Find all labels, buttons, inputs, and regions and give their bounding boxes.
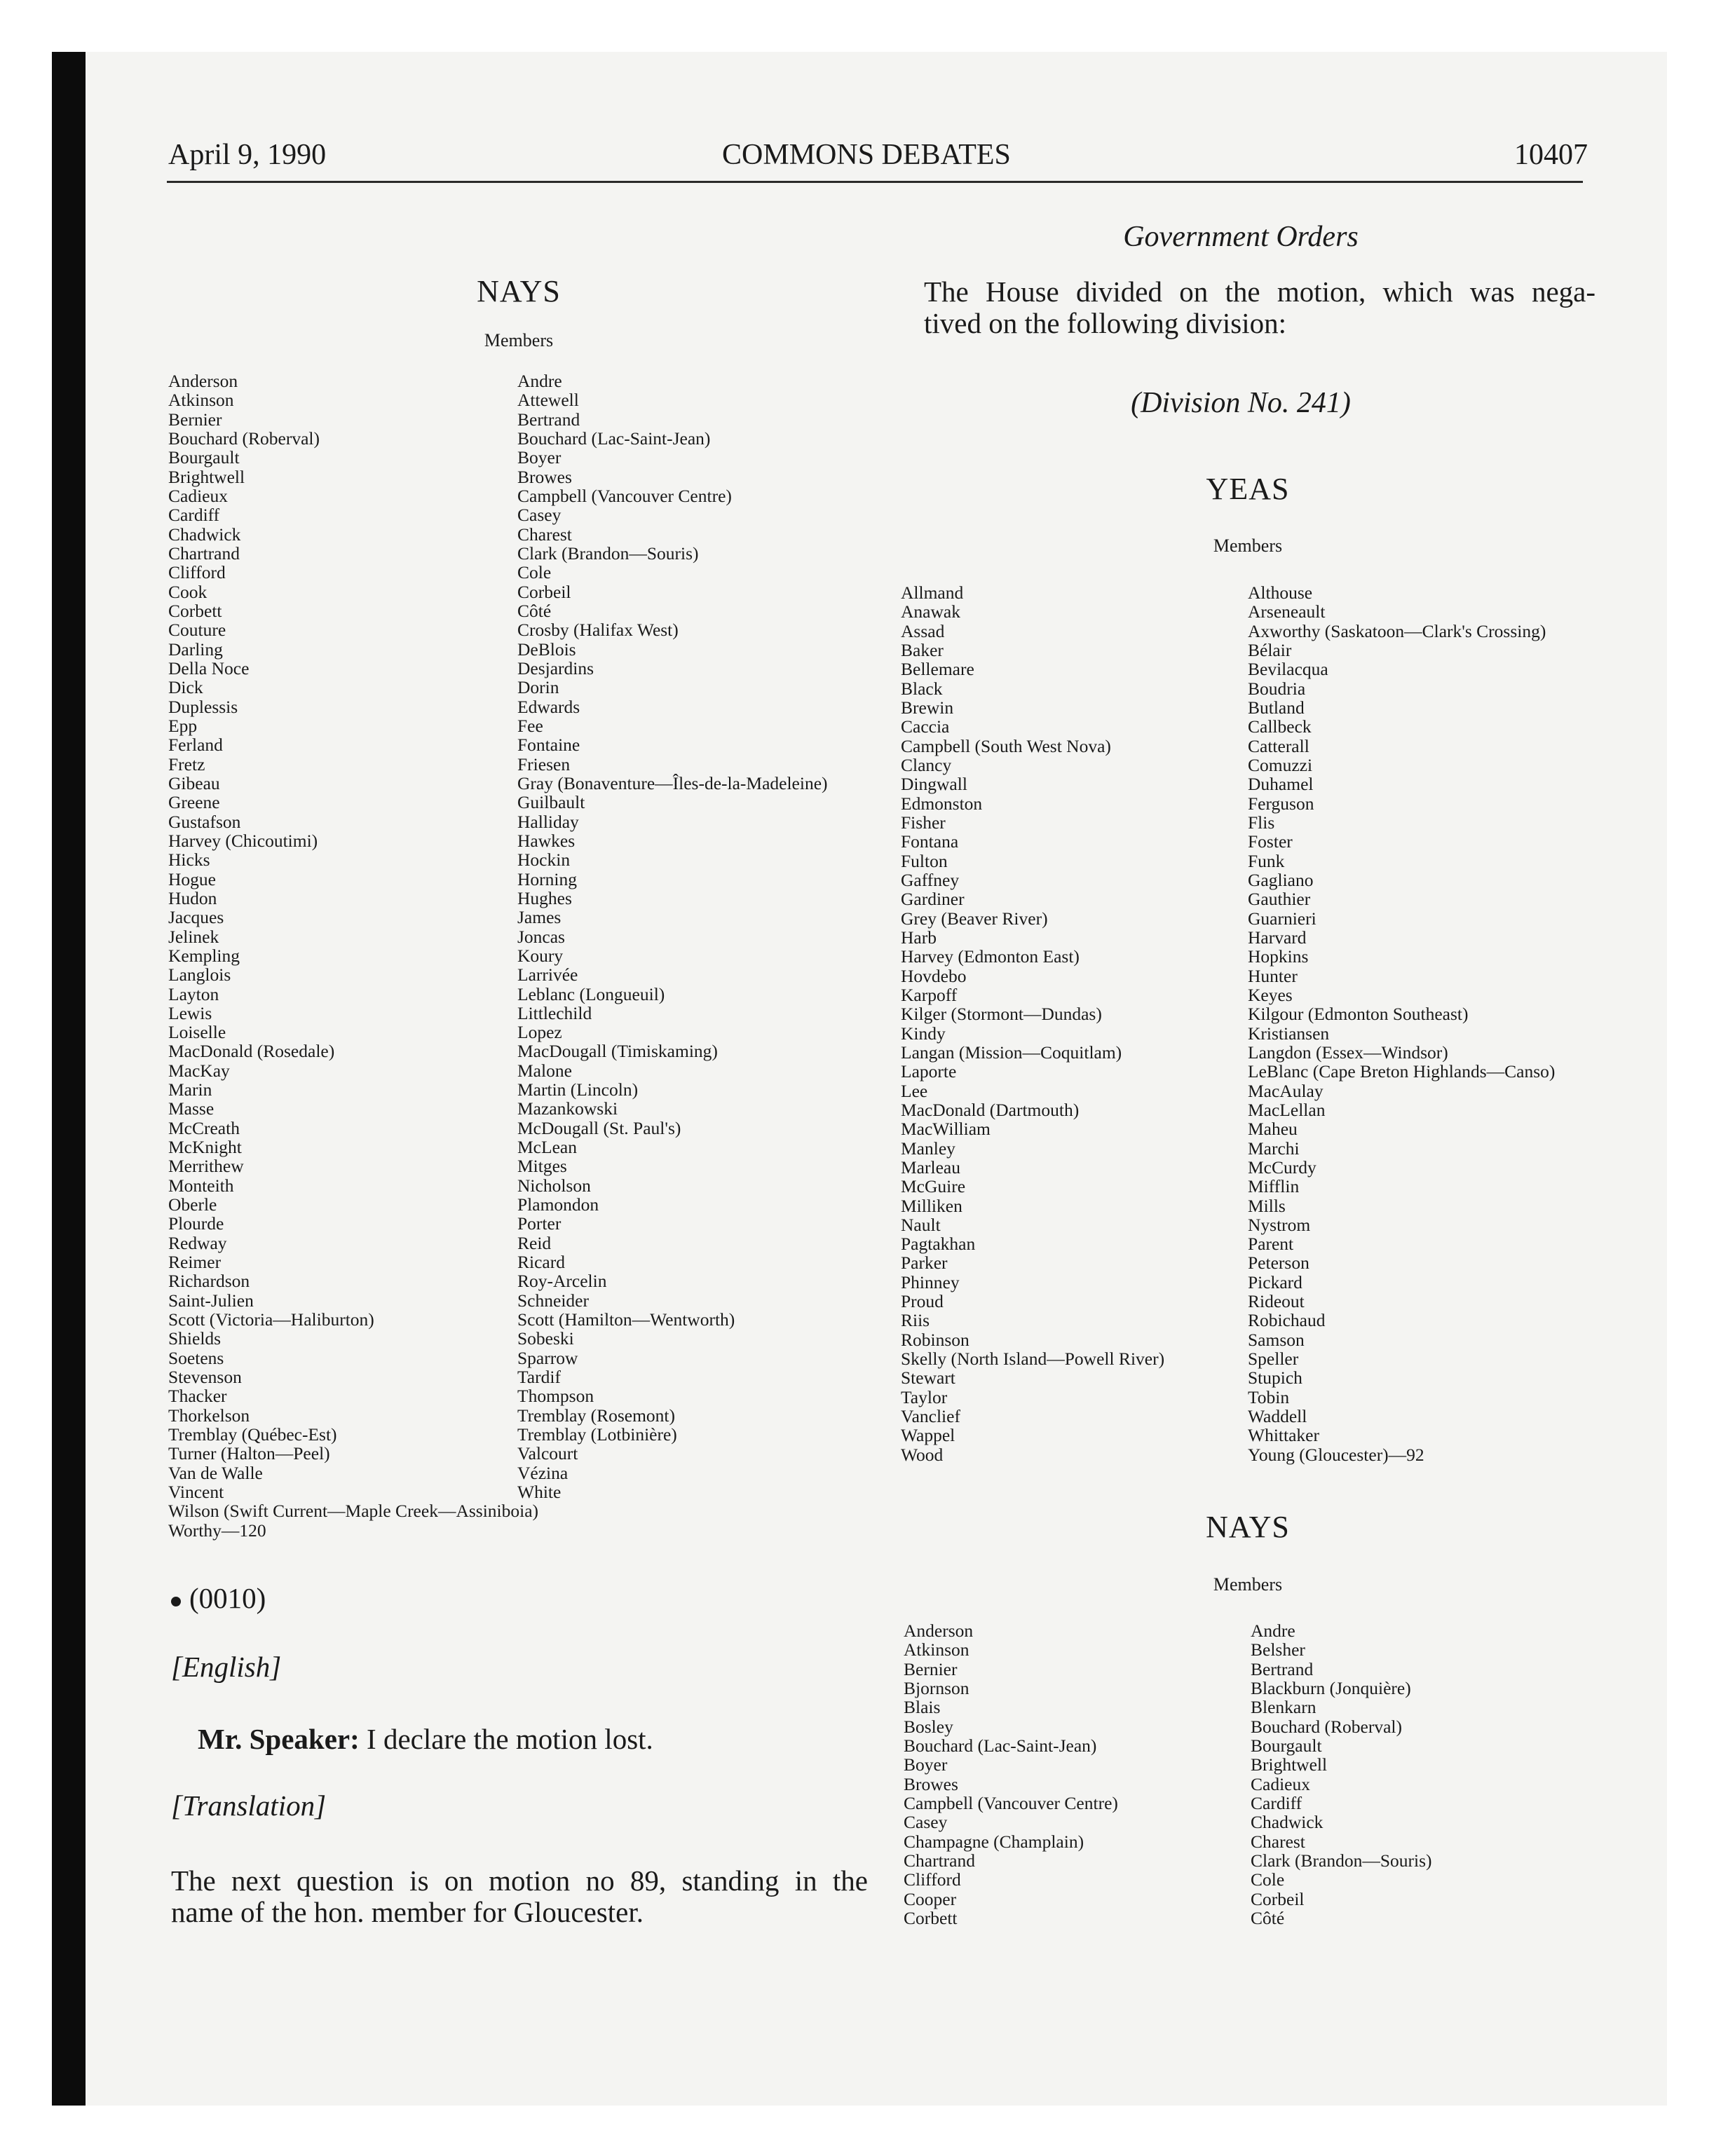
time-marker [171, 1581, 266, 1615]
member-name: Soetens [168, 1347, 224, 1368]
member-name: Bernier [168, 409, 222, 430]
member-name: Bouchard (Lac-Saint-Jean) [904, 1735, 1097, 1756]
member-name: Charest [517, 524, 572, 545]
right-nays-list-col2 [1251, 1621, 1432, 1928]
member-name: White [517, 1482, 562, 1503]
member-name: Champagne (Champlain) [904, 1831, 1084, 1852]
member-name: Darling [168, 639, 223, 660]
member-name: Scott (Hamilton—Wentworth) [517, 1309, 735, 1330]
member-name: Desjardins [517, 657, 594, 678]
member-name: Sparrow [517, 1347, 578, 1368]
member-name: Friesen [517, 753, 571, 775]
member-name: Edmonston [901, 793, 983, 814]
member-name: Campbell (Vancouver Centre) [517, 485, 732, 506]
time-marker-text: (0010) [189, 1582, 266, 1614]
member-name: Valcourt [517, 1443, 578, 1464]
member-name: Gauthier [1248, 889, 1311, 910]
member-name: Langlois [168, 964, 231, 985]
member-name: Samson [1248, 1329, 1305, 1350]
member-name: Thompson [517, 1386, 594, 1407]
member-name: Blackburn (Jonquière) [1251, 1677, 1411, 1698]
member-name: Stewart [901, 1367, 955, 1389]
member-name: Harvard [1248, 927, 1307, 948]
member-name: Redway [168, 1232, 227, 1253]
member-name: MacDonald (Dartmouth) [901, 1099, 1080, 1120]
member-name: Comuzzi [1248, 754, 1313, 775]
member-name: Andre [1251, 1621, 1295, 1641]
speaker-statement [198, 1722, 653, 1756]
header-page-number: 10407 [1514, 139, 1588, 171]
member-name: Lee [901, 1080, 928, 1101]
member-name: Hicks [168, 850, 210, 871]
member-name: Gustafson [168, 811, 241, 832]
member-name: Riis [901, 1310, 930, 1331]
member-name: Bélair [1248, 639, 1292, 660]
member-name: Bouchard (Roberval) [168, 428, 320, 449]
member-name: Bouchard (Roberval) [1251, 1716, 1402, 1737]
language-translation: [Translation] [171, 1789, 327, 1822]
binding-edge [52, 52, 86, 2106]
member-name: Cardiff [1251, 1792, 1302, 1813]
member-name: Cadieux [1251, 1773, 1310, 1794]
member-name: Langan (Mission—Coquitlam) [901, 1042, 1122, 1063]
member-name: Manley [901, 1138, 955, 1159]
member-name: Dingwall [901, 774, 967, 795]
member-name: Lewis [168, 1002, 212, 1023]
member-name: Milliken [901, 1195, 962, 1216]
member-name: Andre [517, 371, 562, 391]
member-name: Baker [901, 639, 944, 660]
member-name: Belsher [1251, 1639, 1305, 1660]
member-name: Hawkes [517, 830, 576, 851]
member-name: Robichaud [1248, 1310, 1326, 1331]
header-date: April 9, 1990 [168, 139, 327, 171]
member-name: MacKay [168, 1060, 230, 1081]
member-name: Guilbault [517, 792, 585, 813]
member-name: Lopez [517, 1022, 562, 1043]
member-name: Reimer [168, 1252, 222, 1273]
member-name: Phinney [901, 1271, 960, 1292]
member-name: Plamondon [517, 1194, 599, 1215]
member-name: Monteith [168, 1175, 234, 1196]
member-name: Cardiff [168, 505, 220, 526]
member-name: Bertrand [1251, 1658, 1314, 1679]
member-name: Peterson [1248, 1253, 1309, 1274]
member-name: Boyer [904, 1754, 948, 1775]
member-name: Tardif [517, 1367, 561, 1388]
member-name: Jelinek [168, 926, 219, 947]
member-name: Nystrom [1248, 1214, 1311, 1235]
member-name: Hughes [517, 887, 572, 908]
member-name: Clark (Brandon—Souris) [1251, 1850, 1432, 1871]
member-name: Bourgault [168, 447, 240, 468]
member-name: Bertrand [517, 409, 580, 430]
member-name: Cole [517, 562, 552, 583]
member-name: Pagtakhan [901, 1234, 976, 1255]
member-name: McCurdy [1248, 1157, 1316, 1178]
member-name: Mitges [517, 1156, 567, 1177]
member-name: Althouse [1248, 582, 1313, 603]
member-name: Mazankowski [517, 1098, 618, 1119]
member-name: Allmand [901, 582, 964, 603]
member-name: Chartrand [168, 543, 240, 564]
member-name: Corbett [168, 600, 222, 621]
member-name: Cole [1251, 1869, 1285, 1890]
speaker-name: Mr. Speaker: [198, 1723, 360, 1755]
member-name: Proud [901, 1291, 944, 1312]
member-name: McDougall (St. Paul's) [517, 1117, 681, 1138]
member-name: Layton [168, 983, 219, 1004]
member-name: Gaffney [901, 869, 960, 890]
member-name: Harvey (Edmonton East) [901, 946, 1080, 967]
member-name: Browes [904, 1773, 958, 1794]
member-name: Epp [168, 715, 198, 736]
member-name: Tremblay (Lotbinière) [517, 1424, 677, 1445]
member-name: Keyes [1248, 984, 1293, 1005]
member-name: Masse [168, 1098, 215, 1119]
header-publication: COMMONS DEBATES [722, 139, 1011, 171]
member-name: Taylor [901, 1386, 948, 1407]
member-name: Fontaine [517, 735, 580, 756]
member-name: Tremblay (Québec-Est) [168, 1424, 337, 1445]
member-name: Bevilacqua [1248, 659, 1328, 680]
member-name: Vézina [517, 1462, 569, 1483]
member-name: Fee [517, 715, 543, 736]
member-name: Clancy [901, 754, 952, 775]
member-name: Malone [517, 1060, 572, 1081]
member-name: Bourgault [1251, 1735, 1322, 1756]
member-name: Corbeil [1251, 1888, 1305, 1909]
division-number: (Division No. 241) [1131, 387, 1351, 419]
member-name: Bellemare [901, 659, 974, 680]
member-name: Martin (Lincoln) [517, 1079, 639, 1100]
intro-line1: The House divided on the motion, which was nega- [924, 275, 1595, 308]
member-name: Bjornson [904, 1677, 969, 1698]
member-name: Della Noce [168, 657, 250, 678]
section-header: Government Orders [1123, 221, 1359, 253]
member-name: Turner (Halton—Peel) [168, 1443, 330, 1464]
member-name: Pickard [1248, 1271, 1302, 1292]
member-name: Kindy [901, 1023, 946, 1044]
member-name: DeBlois [517, 639, 576, 660]
intro-line2: tived on the following division: [924, 307, 1287, 339]
member-name: Mifflin [1248, 1176, 1300, 1197]
member-name: Skelly (North Island—Powell River) [901, 1349, 1165, 1370]
language-english: [English] [171, 1651, 282, 1683]
member-name: McKnight [168, 1137, 242, 1158]
yeas-list-col1 [901, 583, 1164, 1464]
member-name: Sobeski [517, 1328, 574, 1349]
member-name: Scott (Victoria—Haliburton) [168, 1309, 374, 1330]
speaker-text: I declare the motion lost. [367, 1723, 653, 1755]
member-name: Plourde [168, 1213, 224, 1234]
member-name: Atkinson [904, 1639, 969, 1660]
member-name: Clifford [904, 1869, 961, 1890]
member-name: MacDonald (Rosedale) [168, 1041, 335, 1062]
member-name: Maheu [1248, 1119, 1298, 1140]
member-name: Fisher [901, 812, 946, 833]
member-name: Funk [1248, 850, 1285, 871]
member-name: Parker [901, 1253, 948, 1274]
member-name: Fontana [901, 831, 959, 852]
member-name: Marchi [1248, 1138, 1300, 1159]
member-name: Harb [901, 927, 937, 948]
member-name: Duhamel [1248, 774, 1314, 795]
member-name: Young (Gloucester)—92 [1248, 1444, 1424, 1465]
member-name: Axworthy (Saskatoon—Clark's Crossing) [1248, 620, 1546, 641]
member-name: Karpoff [901, 984, 958, 1005]
member-name: Atkinson [168, 390, 234, 411]
member-name: Bernier [904, 1658, 958, 1679]
member-name: Nicholson [517, 1175, 591, 1196]
member-name: Mills [1248, 1195, 1286, 1216]
member-name: Littlechild [517, 1002, 592, 1023]
member-name: Ferland [168, 735, 223, 756]
next-question-line1: The next question is on motion no 89, standing in the [171, 1864, 868, 1897]
member-name: Campbell (Vancouver Centre) [904, 1792, 1118, 1813]
member-name: Corbett [904, 1907, 958, 1928]
member-name: Black [901, 678, 943, 699]
member-name: MacAulay [1248, 1080, 1324, 1101]
member-name: Vanclief [901, 1406, 960, 1427]
member-name: Marleau [901, 1157, 960, 1178]
member-name: Gray (Bonaventure—Îles-de-la-Madeleine) [517, 772, 828, 793]
member-name: Dick [168, 677, 203, 698]
member-name: Chadwick [1251, 1812, 1324, 1833]
member-name: Butland [1248, 697, 1305, 718]
member-name: Marin [168, 1079, 212, 1100]
member-name: Schneider [517, 1290, 589, 1311]
member-name: Blais [904, 1697, 941, 1718]
member-name: Whittaker [1248, 1425, 1319, 1446]
member-name: Speller [1248, 1349, 1299, 1370]
member-name: Greene [168, 792, 220, 813]
next-question-line2: name of the hon. member for Gloucester. [171, 1896, 644, 1928]
member-name: Brightwell [1251, 1754, 1328, 1775]
member-name: Kilger (Stormont—Dundas) [901, 1004, 1102, 1025]
member-name: Tremblay (Rosemont) [517, 1405, 676, 1426]
member-name: MacDougall (Timiskaming) [517, 1041, 718, 1062]
member-name: LeBlanc (Cape Breton Highlands—Canso) [1248, 1061, 1556, 1082]
yeas-list-col2 [1248, 583, 1555, 1464]
member-name: Wilson (Swift Current—Maple Creek—Assiniboia) [168, 1501, 539, 1522]
member-name: Hudon [168, 887, 217, 908]
member-name: Hockin [517, 850, 571, 871]
left-nays-list-col2 [517, 371, 828, 1501]
yeas-members-label: Members [1213, 535, 1283, 556]
member-name: Boyer [517, 447, 562, 468]
member-name: Corbeil [517, 581, 571, 602]
member-name: Wappel [901, 1425, 955, 1446]
member-name: Foster [1248, 831, 1293, 852]
member-name: Loiselle [168, 1022, 226, 1043]
member-name: Thorkelson [168, 1405, 250, 1426]
member-name: James [517, 907, 562, 928]
member-name: Côté [517, 600, 552, 621]
member-name: Cook [168, 581, 207, 602]
member-name: Clark (Brandon—Souris) [517, 543, 699, 564]
member-name: Caccia [901, 716, 950, 737]
member-name: Brightwell [168, 466, 245, 487]
member-name: Dorin [517, 677, 559, 698]
member-name: Saint-Julien [168, 1290, 254, 1311]
right-nays-members-label: Members [1213, 1574, 1283, 1595]
member-name: Anawak [901, 601, 960, 622]
member-name: Crosby (Halifax West) [517, 620, 679, 641]
right-nays-list-col1 [904, 1621, 1118, 1928]
member-name: Assad [901, 620, 945, 641]
member-name: Gardiner [901, 889, 965, 910]
member-name: Harvey (Chicoutimi) [168, 830, 318, 851]
member-name: Langdon (Essex—Windsor) [1248, 1042, 1448, 1063]
member-name: Hopkins [1248, 946, 1309, 967]
member-name: Roy-Arcelin [517, 1271, 607, 1292]
member-name: Couture [168, 620, 226, 641]
left-nays-title: NAYS [477, 274, 561, 308]
member-name: Larrivée [517, 964, 578, 985]
member-name: Attewell [517, 390, 579, 411]
member-name: Campbell (South West Nova) [901, 735, 1111, 756]
member-name: Kilgour (Edmonton Southeast) [1248, 1004, 1469, 1025]
member-name: Rideout [1248, 1291, 1305, 1312]
member-name: Reid [517, 1232, 552, 1253]
member-name: Nault [901, 1214, 941, 1235]
member-name: Duplessis [168, 696, 238, 717]
bullet-icon [171, 1597, 181, 1606]
member-name: Fulton [901, 850, 948, 871]
member-name: McGuire [901, 1176, 966, 1197]
member-name: Brewin [901, 697, 954, 718]
member-name: Merrithew [168, 1156, 244, 1177]
member-name: Chadwick [168, 524, 241, 545]
member-name: Joncas [517, 926, 565, 947]
member-name: Parent [1248, 1234, 1294, 1255]
member-name: Anderson [904, 1621, 974, 1641]
member-name: Porter [517, 1213, 562, 1234]
member-name: Ferguson [1248, 793, 1314, 814]
member-name: Côté [1251, 1907, 1285, 1928]
member-name: Worthy—120 [168, 1520, 266, 1541]
left-nays-list-col1 [168, 371, 538, 1540]
header-rule [167, 181, 1583, 183]
member-name: Stupich [1248, 1367, 1302, 1389]
yeas-title: YEAS [1206, 472, 1290, 506]
member-name: Leblanc (Longueuil) [517, 983, 665, 1004]
member-name: Cadieux [168, 485, 228, 506]
member-name: Thacker [168, 1386, 227, 1407]
member-name: Arseneault [1248, 601, 1326, 622]
member-name: Vincent [168, 1482, 224, 1503]
right-nays-title: NAYS [1206, 1510, 1290, 1544]
member-name: Bouchard (Lac-Saint-Jean) [517, 428, 711, 449]
member-name: Richardson [168, 1271, 250, 1292]
member-name: Grey (Beaver River) [901, 908, 1048, 929]
member-name: Fretz [168, 753, 205, 775]
member-name: Kempling [168, 945, 240, 966]
member-name: Waddell [1248, 1406, 1307, 1427]
member-name: Casey [904, 1812, 948, 1833]
member-name: Clifford [168, 562, 226, 583]
member-name: McLean [517, 1137, 577, 1158]
member-name: Van de Walle [168, 1462, 263, 1483]
member-name: Hovdebo [901, 965, 967, 986]
member-name: MacWilliam [901, 1119, 991, 1140]
member-name: Casey [517, 505, 562, 526]
member-name: Chartrand [904, 1850, 975, 1871]
member-name: Anderson [168, 371, 238, 391]
member-name: McCreath [168, 1117, 240, 1138]
member-name: Robinson [901, 1329, 969, 1350]
member-name: Blenkarn [1251, 1697, 1316, 1718]
member-name: Ricard [517, 1252, 565, 1273]
member-name: Flis [1248, 812, 1275, 833]
member-name: Guarnieri [1248, 908, 1316, 929]
member-name: Hunter [1248, 965, 1298, 986]
member-name: Gibeau [168, 772, 220, 793]
member-name: Callbeck [1248, 716, 1312, 737]
member-name: Browes [517, 466, 572, 487]
member-name: Kristiansen [1248, 1023, 1330, 1044]
member-name: Halliday [517, 811, 579, 832]
member-name: Bosley [904, 1716, 953, 1737]
member-name: Catterall [1248, 735, 1309, 756]
member-name: Laporte [901, 1061, 957, 1082]
member-name: Oberle [168, 1194, 217, 1215]
member-name: Hogue [168, 868, 216, 889]
member-name: Cooper [904, 1888, 957, 1909]
member-name: Shields [168, 1328, 222, 1349]
member-name: Horning [517, 868, 577, 889]
left-nays-members-label: Members [484, 330, 554, 350]
member-name: Koury [517, 945, 564, 966]
member-name: MacLellan [1248, 1099, 1326, 1120]
member-name: Jacques [168, 907, 224, 928]
member-name: Charest [1251, 1831, 1305, 1852]
member-name: Tobin [1248, 1386, 1290, 1407]
member-name: Boudria [1248, 678, 1306, 699]
member-name: Gagliano [1248, 869, 1314, 890]
member-name: Wood [901, 1444, 944, 1465]
member-name: Edwards [517, 696, 580, 717]
member-name: Stevenson [168, 1367, 242, 1388]
